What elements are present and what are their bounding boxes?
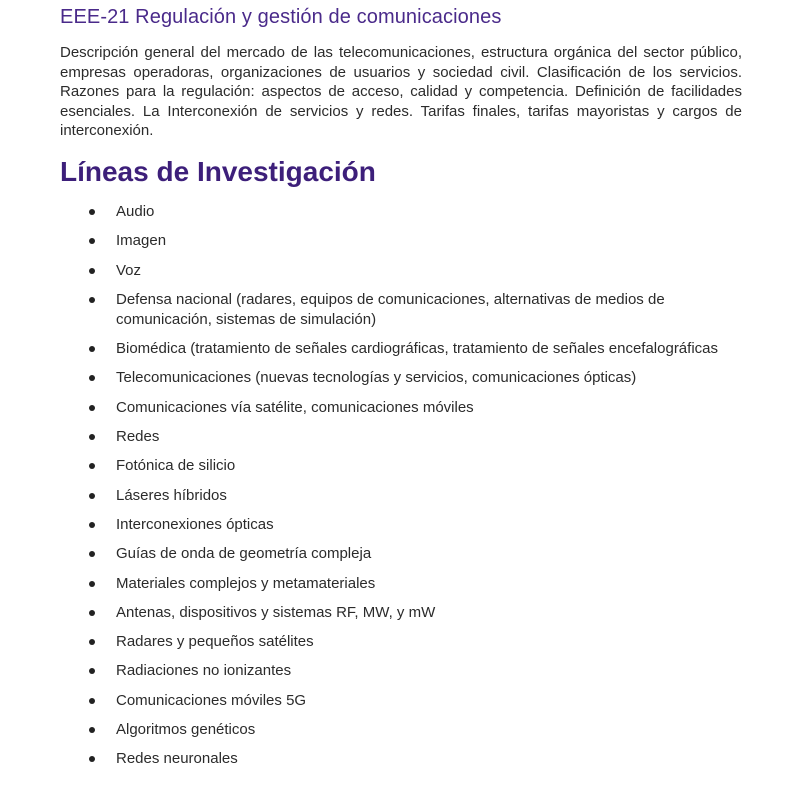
research-line-item — [0, 486, 736, 506]
research-line-label: Materiales complejos y metamateriales — [116, 574, 376, 592]
research-line-label: Biomédica (tratamiento de señales cardiográficas, tratamiento de señales encefalográficas — [116, 340, 718, 358]
research-line-label: Redes neuronales — [116, 750, 238, 768]
research-line-item — [0, 456, 736, 476]
bullet-icon — [89, 668, 95, 674]
course-description: Descripción general del mercado de las telecomunicaciones, estructura orgánica del sector público, empresas operadoras, organizaciones de usuarios y sociedad civil. Clasificación de los servicios. Razones para la regulación: aspectos de acceso, calidad y competencia. Definición de facilidades esenciales. La Interconexión de servicios y redes. Tarifas finales, tarifas mayoristas y cargos de interconexión. — [60, 44, 742, 139]
research-line-label: Telecomunicaciones (nuevas tecnologías y servicios, comunicaciones ópticas) — [116, 369, 637, 387]
bullet-icon — [89, 581, 95, 587]
research-line-label: Radiaciones no ionizantes — [116, 662, 292, 680]
research-line-label: Voz — [116, 261, 142, 279]
bullet-icon — [89, 522, 95, 528]
bullet-icon — [89, 551, 95, 557]
research-line-item — [0, 544, 736, 564]
course-title: EEE-21 Regulación y gestión de comunicaciones — [60, 6, 502, 28]
research-line-item — [0, 202, 736, 222]
bullet-icon — [89, 610, 95, 616]
research-line-label: Guías de onda de geometría compleja — [116, 545, 372, 563]
bullet-icon — [89, 698, 95, 704]
research-line-item — [0, 368, 736, 388]
research-line-item — [0, 574, 736, 594]
bullet-icon — [89, 493, 95, 499]
bullet-icon — [89, 405, 95, 411]
bullet-icon — [89, 209, 95, 215]
research-line-label: Antenas, dispositivos y sistemas RF, MW, y mW — [116, 603, 436, 621]
research-line-label: Láseres híbridos — [116, 486, 227, 504]
research-line-item — [0, 691, 736, 711]
research-line-label: Algoritmos genéticos — [116, 721, 256, 739]
bullet-icon — [89, 756, 95, 762]
research-line-label: Radares y pequeños satélites — [116, 633, 314, 651]
research-line-label: Fotónica de silicio — [116, 457, 236, 475]
research-line-item — [0, 720, 736, 740]
research-line-label: Imagen — [116, 232, 167, 250]
research-line-item — [0, 427, 736, 447]
bullet-icon — [89, 238, 95, 244]
research-lines-heading: Líneas de Investigación — [60, 156, 376, 187]
research-line-label: Comunicaciones vía satélite, comunicaciones móviles — [116, 398, 474, 416]
research-line-label: Audio — [116, 203, 155, 220]
research-line-item — [0, 261, 736, 281]
bullet-icon — [89, 639, 95, 645]
research-line-item — [0, 398, 736, 418]
bullet-icon — [89, 375, 95, 381]
research-line-item — [0, 632, 736, 652]
bullet-icon — [89, 727, 95, 733]
research-line-item — [0, 749, 736, 769]
bullet-icon — [89, 434, 95, 440]
research-line-item — [0, 231, 736, 251]
research-line-item — [0, 661, 736, 681]
research-line-item — [0, 339, 736, 359]
research-line-label: Comunicaciones móviles 5G — [116, 691, 307, 709]
research-line-label: Redes — [116, 428, 160, 446]
research-lines-list — [0, 202, 800, 779]
research-line-item — [0, 603, 736, 623]
research-line-item — [0, 515, 736, 535]
research-line-item — [0, 290, 736, 330]
research-line-label: Defensa nacional (radares, equipos de comunicaciones, alternativas de medios de comunicación, sistemas de simulación) — [116, 290, 665, 328]
research-line-label: Interconexiones ópticas — [116, 515, 274, 533]
bullet-icon — [89, 268, 95, 274]
bullet-icon — [89, 346, 95, 352]
bullet-icon — [89, 463, 95, 469]
bullet-icon — [89, 297, 95, 303]
